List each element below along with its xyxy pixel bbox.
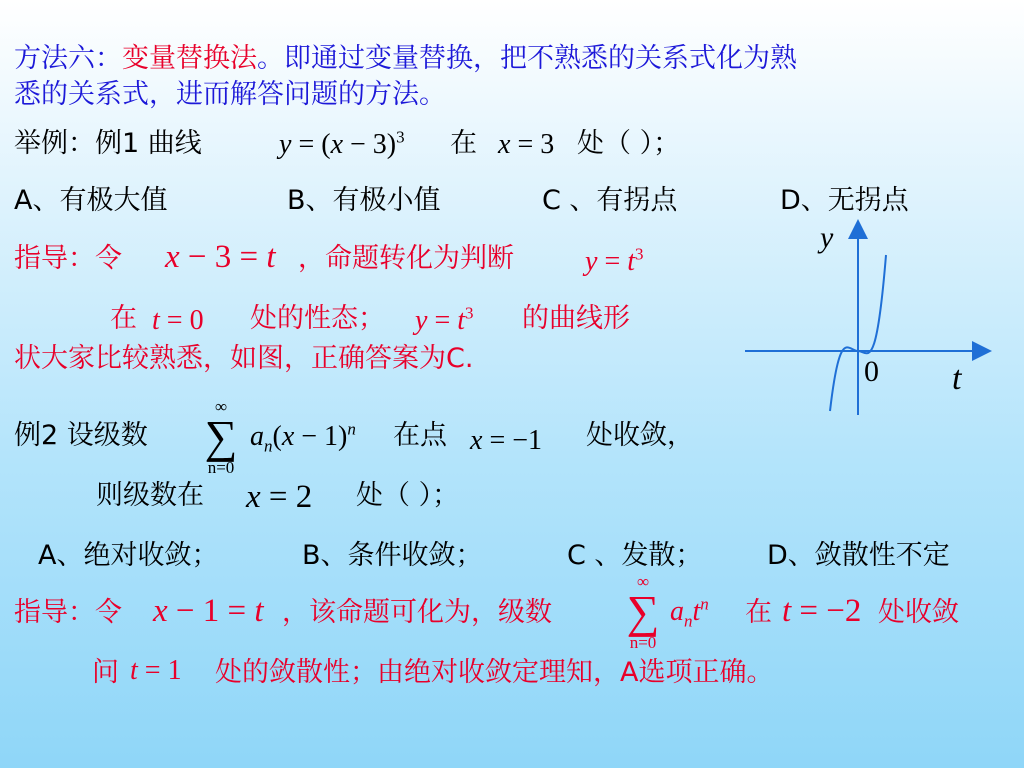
guide1-at: 在 <box>110 303 137 334</box>
example1-option-d: D、无拐点 <box>780 185 909 216</box>
guide2-sum: ∞ ∑ n=0 <box>626 572 660 652</box>
guide1-text-1: ，命题转化为判断 <box>298 243 514 274</box>
guide2-convergence-point: t = −2 <box>782 593 862 629</box>
guide2-final: 处的敛散性；由绝对收敛定理知，A选项正确。 <box>215 657 774 688</box>
example2-line2-point: x = 2 <box>246 479 313 515</box>
graph-y-label: y <box>820 221 834 254</box>
example1-option-a: A、有极大值 <box>14 185 168 216</box>
guide2-question-point: t = 1 <box>130 655 182 686</box>
example1-condition: x = 3 <box>498 129 555 160</box>
example1-option-b: B、有极小值 <box>287 185 441 216</box>
example1-blank: 处（ ）； <box>577 128 681 159</box>
guide1-label: 指导：令 <box>14 243 122 274</box>
example1-at: 在 <box>450 128 477 159</box>
guide2-at: 在 <box>745 597 772 628</box>
intro-line-2: 悉的关系式，进而解答问题的方法。 <box>14 79 446 110</box>
example2-line2-label: 则级数在 <box>96 480 204 511</box>
guide1-text-3: 的曲线形 <box>522 303 630 334</box>
guide1-text-2: 处的性态； <box>250 303 385 334</box>
example2-option-b: B、条件收敛； <box>302 540 483 571</box>
intro-line-1 <box>14 43 797 75</box>
graph-origin-label: 0 <box>864 355 879 388</box>
example2-blank: 处（ ）； <box>356 480 460 511</box>
graph-t-label: t <box>952 360 962 397</box>
guide2-converge: 处收敛 <box>878 597 959 628</box>
guide1-function: $y = t^3$ <box>585 244 644 277</box>
example2-sum: ∞ ∑ n=0 <box>204 397 238 477</box>
guide2-ask: 问 <box>92 657 119 688</box>
example2-series-term: $a_n(x - 1)^n$ <box>250 419 356 456</box>
example2-option-d: D、敛散性不定 <box>767 540 950 571</box>
example2-point: x = −1 <box>470 425 543 456</box>
guide2-series-term: $a_nt^n$ <box>670 594 709 631</box>
guide2-label: 指导：令 <box>14 597 122 628</box>
guide1-conclusion: 状大家比较熟悉，如图，正确答案为C. <box>14 343 474 374</box>
guide1-function-2: $y = t^3$ <box>415 303 474 336</box>
guide1-substitution: x − 3 = t <box>165 239 276 275</box>
intro-line1-rest: 。即通过变量替换，把不熟悉的关系式化为熟 <box>257 43 797 74</box>
guide1-point: t = 0 <box>152 305 204 336</box>
method-name: 变量替换法 <box>122 43 257 74</box>
guide2-substitution: x − 1 = t <box>153 593 264 629</box>
example2-option-c: C 、发散； <box>567 540 703 571</box>
example2-at-point: 在点 <box>393 420 447 451</box>
example1-curve-equation: $y = (x - 3)^3$ <box>279 127 405 160</box>
example2-converge: 处收敛， <box>586 420 694 451</box>
example2-option-a: A、绝对收敛； <box>38 540 219 571</box>
example2-label: 例2 设级数 <box>14 420 148 451</box>
cubic-graph <box>740 215 1010 430</box>
example1-label: 举例：例1 曲线 <box>14 128 202 159</box>
example1-option-c: C 、有拐点 <box>542 185 678 216</box>
intro-prefix: 方法六： <box>14 43 122 74</box>
guide2-text-1: ，该命题可化为，级数 <box>282 597 552 628</box>
